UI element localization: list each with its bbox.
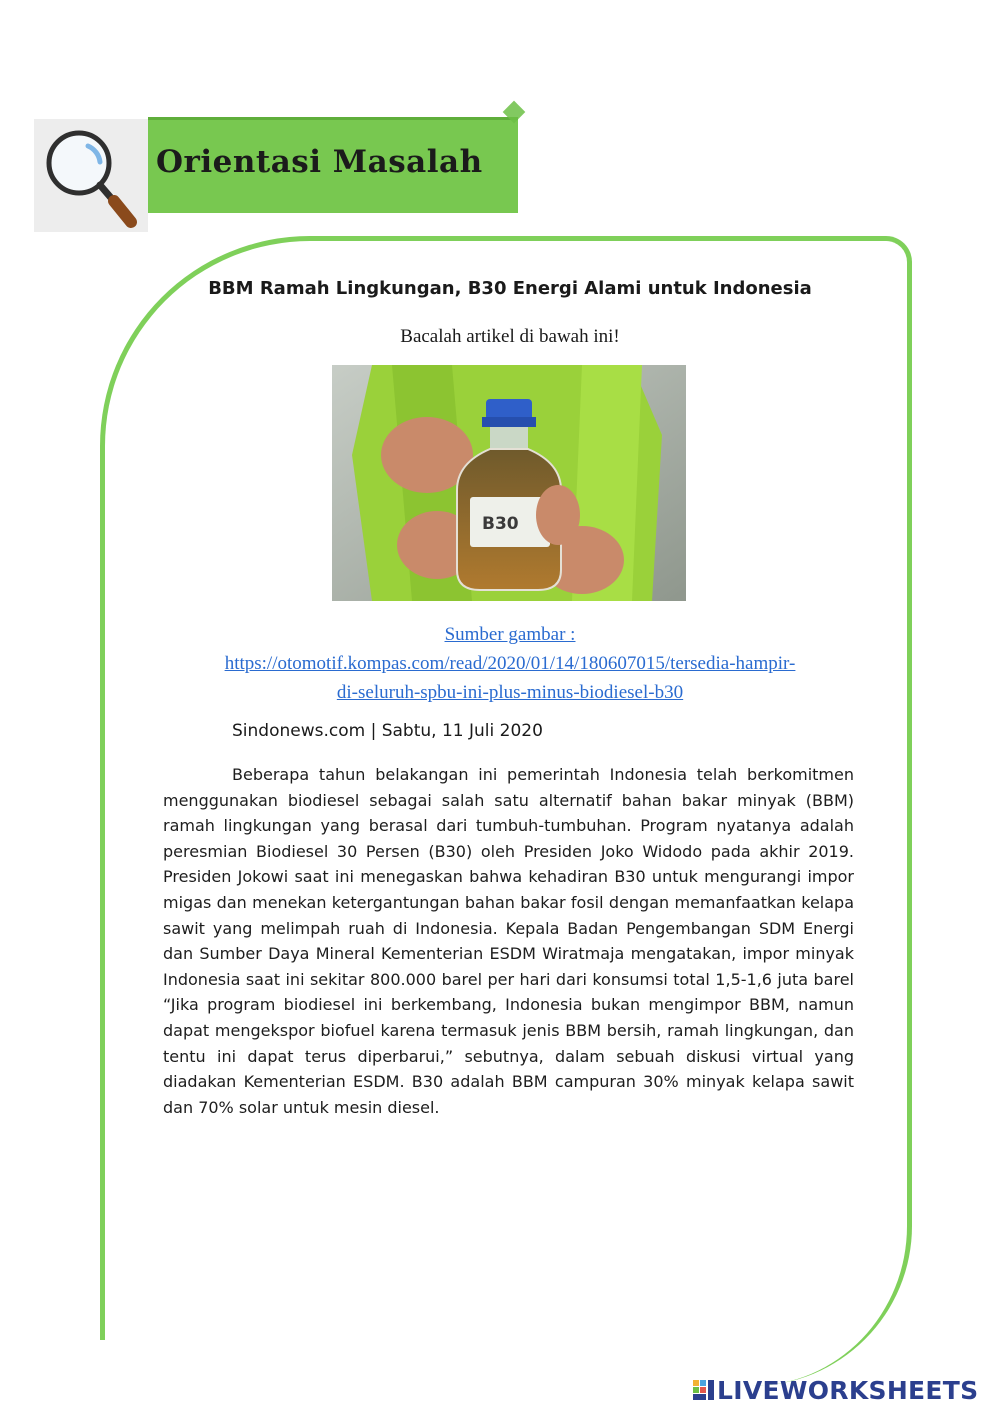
- brand-name: LIVEWORKSHEETS: [717, 1375, 979, 1405]
- magnifier-icon: [34, 119, 148, 232]
- image-source-caption: [150, 620, 870, 707]
- source-label-link[interactable]: Sumber gambar :: [444, 624, 576, 645]
- b30-bottle-photo: [332, 365, 686, 601]
- liveworksheets-logo: [693, 1375, 978, 1405]
- article-title: BBM Ramah Lingkungan, B30 Energi Alami untuk Indonesia: [208, 278, 812, 299]
- magnifier-icon-box: [34, 119, 148, 232]
- source-url-link-line1[interactable]: https://otomotif.kompas.com/read/2020/01/14/180607015/tersedia-hampir-: [224, 653, 796, 674]
- liveworksheets-logo-icon: [693, 1379, 715, 1401]
- svg-text:B30: B30: [482, 514, 519, 534]
- article-byline: Sindonews.com | Sabtu, 11 Juli 2020: [232, 721, 543, 741]
- article-body: Beberapa tahun belakangan ini pemerintah Indonesia telah berkomitmen menggunakan biodiesel sebagai salah satu alternatif bahan bakar minyak (BBM) ramah lingkungan yang berasal dari tumbuh-tumbuhan. Program nyatanya adalah peresmian Biodiesel 30 Persen (B30) oleh Presiden Joko Widodo pada akhir 2019. Presiden Jokowi saat ini menegaskan bahwa kehadiran B30 untuk mengurangi impor migas dan menekan ketergantungan bahan bakar fosil dengan memanfaatkan kelapa sawit yang melimpah ruah di Indonesia. Kepala Badan Pengembangan SDM Energi dan Sumber Daya Mineral Kementerian ESDM Wiratmaja mengatakan, impor minyak Indonesia saat ini sekitar 800.000 barel per hari dari konsumsi total 1,5-1,6 juta barel “Jika program biodiesel ini berkembang, Indonesia bukan mengimpor BBM, namun dapat mengekspor biofuel karena termasuk jenis BBM bersih, ramah lingkungan, dan tentu ini dapat terus diperbarui,” sebutnya, dalam sebuah diskusi virtual yang diadakan Kementerian ESDM. B30 adalah BBM campuran 30% minyak kelapa sawit dan 70% solar untuk mesin diesel.: [163, 765, 854, 1117]
- source-url-link-line2[interactable]: di-seluruh-spbu-ini-plus-minus-biodiesel-b30: [336, 682, 684, 703]
- page-title: Orientasi Masalah: [156, 144, 483, 180]
- header-band: [148, 117, 518, 213]
- frame-end: [100, 1340, 110, 1414]
- article-instruction: Bacalah artikel di bawah ini!: [400, 326, 620, 347]
- article-photo: [332, 365, 686, 601]
